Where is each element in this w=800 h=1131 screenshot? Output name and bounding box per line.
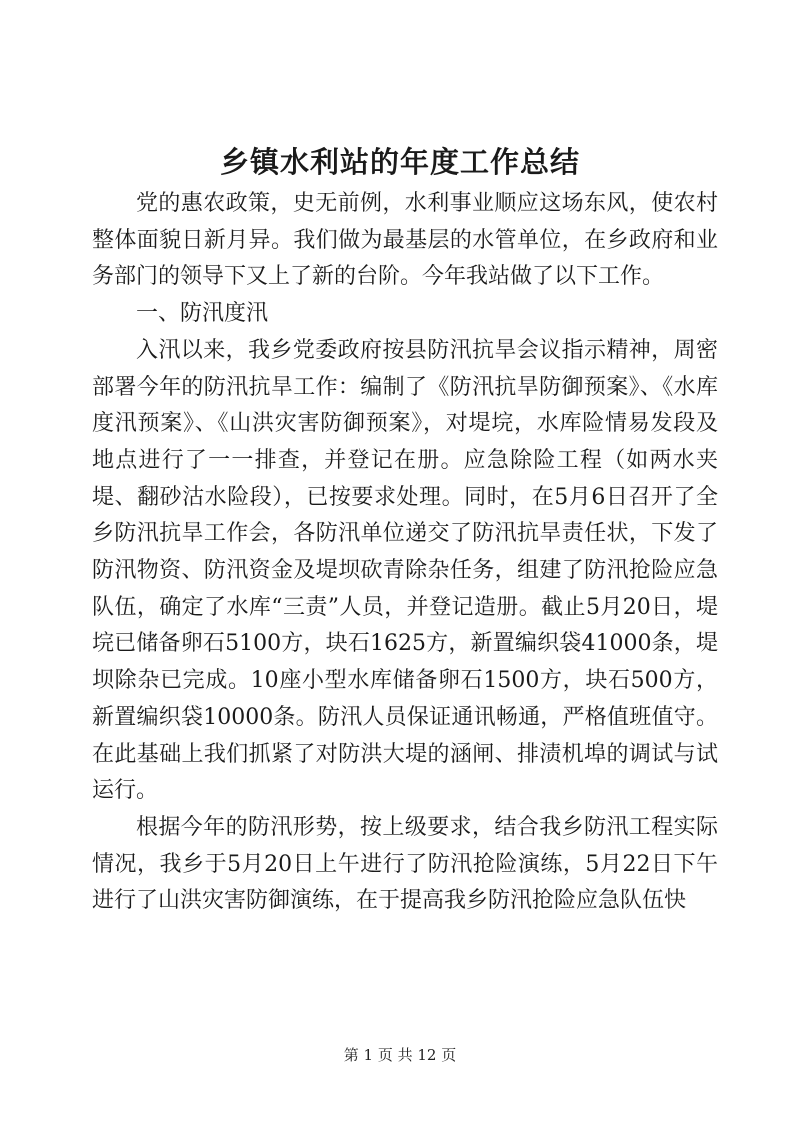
paragraph-flood-preparation: 入汛以来，我乡党委政府按县防汛抗旱会议指示精神，周密部署今年的防汛抗旱工作：编制了《防汛抗旱防御预案》、《水库度汛预案》、《山洪灾害防御预案》，对堤垸，水库险情易发段及地点进行了一一排查，并登记在册。应急除险工程（如两水夹堤、翻砂沽水险段），已按要求处理。同时，在5月6日召开了全乡防汛抗旱工作会，各防汛单位递交了防汛抗旱责任状，下发了防汛物资、防汛资金及堤坝砍青除杂任务，组建了防汛抢险应急队伍，确定了水库“三责”人员，并登记造册。截止5月20日，堤垸已储备卵石5100方，块石1625方，新置编织袋41000条，堤坝除杂已完成。10座小型水库储备卵石1500方，块石500方，新置编织袋10000条。防汛人员保证通讯畅通，严格值班值守。在此基础上我们抓紧了对防洪大堤的涵闸、排渍机埠的调试与试运行。 [92, 337, 718, 804]
paragraph-drills: 根据今年的防汛形势，按上级要求，结合我乡防汛工程实际情况，我乡于5月20日上午进行了防汛抢险演练，5月22日下午进行了山洪灾害防御演练，在于提高我乡防汛抢险应急队伍快 [92, 814, 718, 914]
paragraph-intro: 党的惠农政策，史无前例，水利事业顺应这场东风，使农村整体面貌日新月异。我们做为最基层的水管单位，在乡政府和业务部门的领导下又上了新的台阶。今年我站做了以下工作。 [92, 191, 718, 290]
document-body [92, 186, 718, 920]
page-number-footer: 第 1 页 共 12 页 [343, 1046, 457, 1064]
document-title: 乡镇水利站的年度工作总结 [219, 145, 580, 179]
section-heading-flood-control: 一、防汛度汛 [136, 301, 269, 327]
